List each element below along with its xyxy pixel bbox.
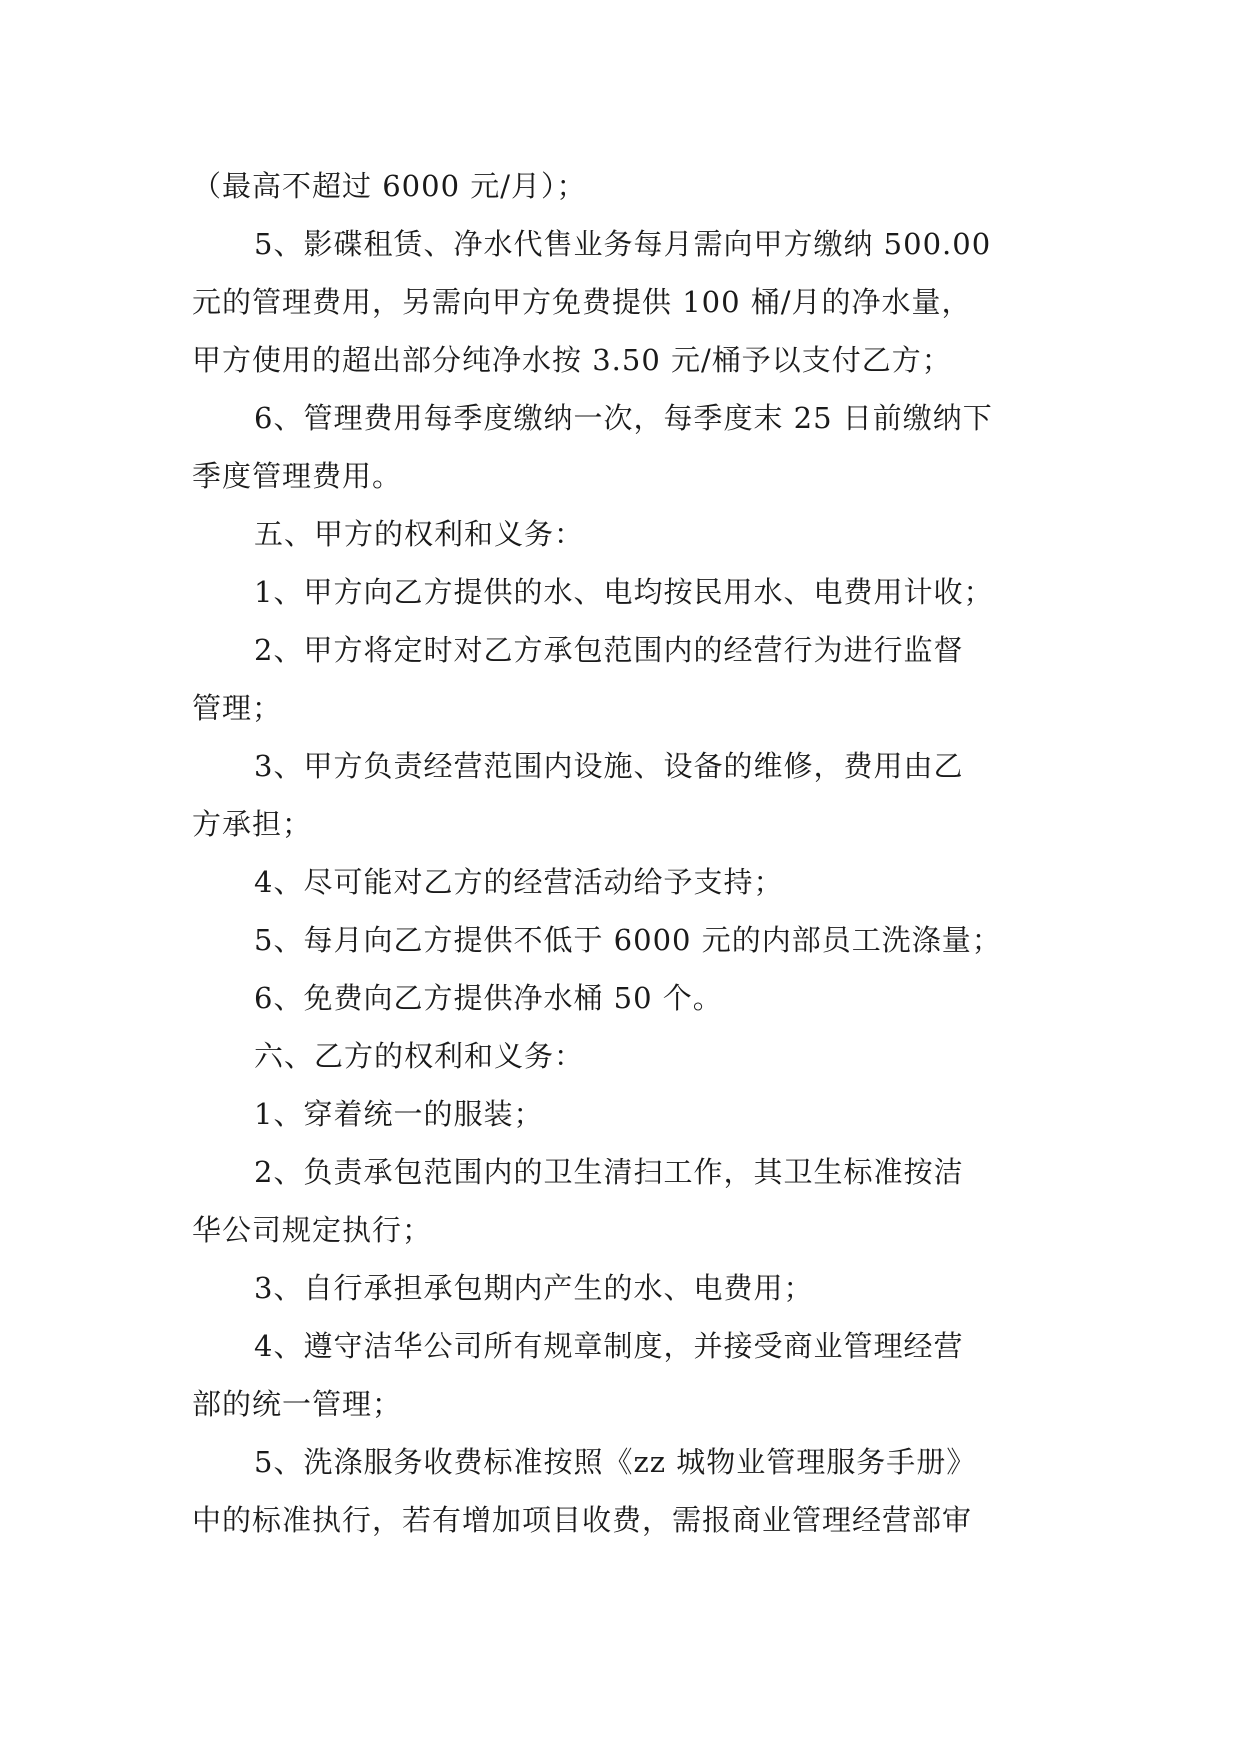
text-line: 4、遵守洁华公司所有规章制度，并接受商业管理经营 [254,1329,964,1363]
text-line: 5、洗涤服务收费标准按照《zz 城物业管理服务手册》 [254,1445,977,1479]
section-heading: 六、乙方的权利和义务： [254,1039,585,1073]
text-line: 甲方使用的超出部分纯净水按 3.50 元/桶予以支付乙方； [192,343,952,377]
text-line: 6、管理费用每季度缴纳一次，每季度末 25 日前缴纳下 [254,401,993,435]
text-line: 2、负责承包范围内的卫生清扫工作，其卫生标准按洁 [254,1155,964,1189]
text-line: 管理； [192,691,283,725]
text-line: 1、穿着统一的服装； [254,1097,544,1131]
text-line: 1、甲方向乙方提供的水、电均按民用水、电费用计收； [254,575,994,609]
text-line: 华公司规定执行； [192,1213,433,1247]
text-line: 中的标准执行，若有增加项目收费，需报商业管理经营部审 [192,1503,973,1537]
text-line: 3、甲方负责经营范围内设施、设备的维修，费用由乙 [254,749,964,783]
text-line: 2、甲方将定时对乙方承包范围内的经营行为进行监督 [254,633,964,667]
text-line: 元的管理费用，另需向甲方免费提供 100 桶/月的净水量， [192,285,972,319]
text-line: 6、免费向乙方提供净水桶 50 个。 [254,981,723,1015]
section-heading: 五、甲方的权利和义务： [254,517,585,551]
document-body [192,157,1052,1549]
text-line: 5、每月向乙方提供不低于 6000 元的内部员工洗涤量； [254,923,1002,957]
text-line: 4、尽可能对乙方的经营活动给予支持； [254,865,784,899]
text-line: 季度管理费用。 [192,459,403,493]
text-line: （最高不超过 6000 元/月）； [192,169,587,203]
text-line: 方承担； [192,807,313,841]
text-line: 3、自行承担承包期内产生的水、电费用； [254,1271,814,1305]
text-line: 5、影碟租赁、净水代售业务每月需向甲方缴纳 500.00 [254,227,992,261]
text-line: 部的统一管理； [192,1387,403,1421]
